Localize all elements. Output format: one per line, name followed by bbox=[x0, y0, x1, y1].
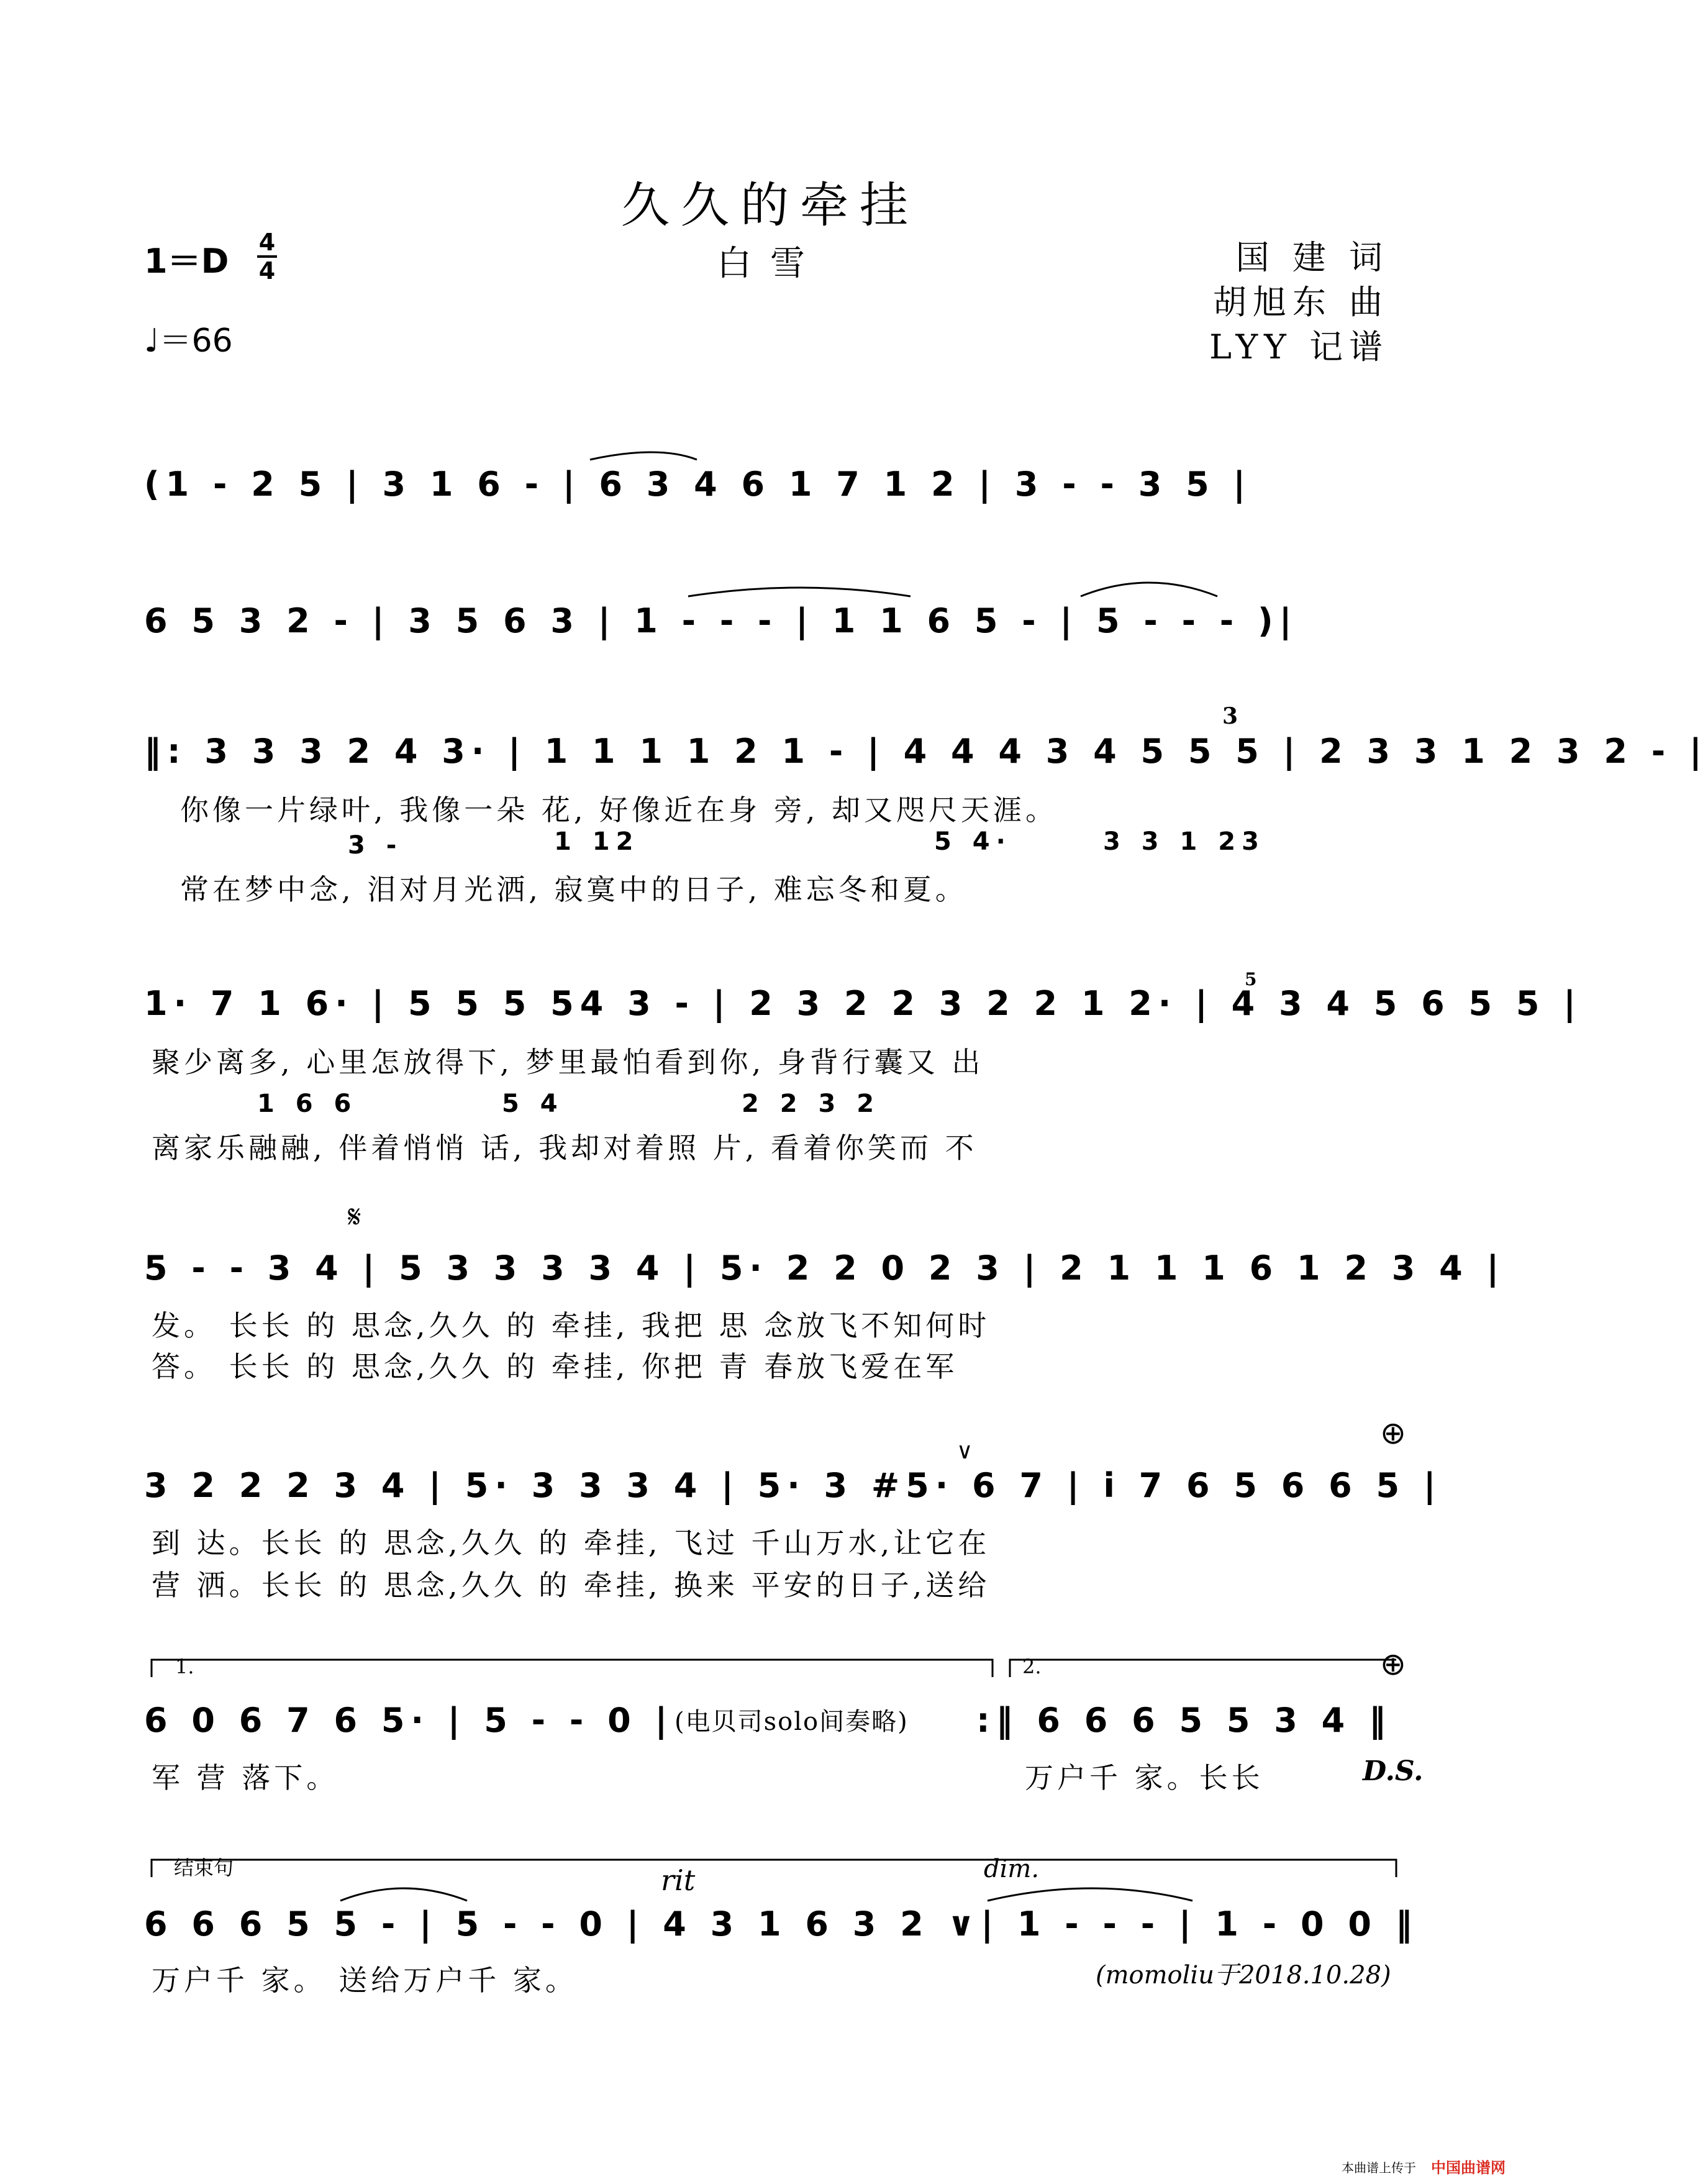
ritardando: rit bbox=[661, 1863, 696, 1897]
composer-credit: 胡旭东 曲 bbox=[1212, 283, 1389, 322]
slur bbox=[340, 1888, 467, 1901]
lyric-line-4-verse-1: 聚少离多, 心里怎放得下, 梦里最怕看到你, 身背行囊又 出 bbox=[152, 1045, 984, 1079]
tempo-marking: ♩＝66 bbox=[144, 322, 233, 360]
lyric-line-3-verse-2: 常在梦中念, 泪对月光洒, 寂寞中的日子, 难忘冬和夏。 bbox=[180, 873, 968, 906]
alt-notes-4c: 2 2 3 2 bbox=[742, 1090, 881, 1118]
interlude-note: (电贝司solo间奏略) bbox=[675, 1708, 909, 1736]
lyric-line-6-verse-2: 营 洒。长长 的 思念,久久 的 牵挂, 换来 平安的日子,送给 bbox=[152, 1568, 991, 1602]
upload-note: 本曲谱上传于 bbox=[1342, 2160, 1416, 2175]
lyric-line-5-verse-1: 发。 长长 的 思念,久久 的 牵挂, 我把 思 念放飞不知何时 bbox=[152, 1309, 991, 1342]
alt-notes-3a: 3 - bbox=[348, 831, 403, 860]
notes-line-1: (1 - 2 5 | 3 1 6 - | 6 3 4 6 1 7 1 2 | 3 - - 3 5 | bbox=[144, 465, 1252, 504]
triplet-mark: 3 bbox=[1222, 703, 1238, 729]
notes-line-2: 6 5 3 2 - | 3 5 6 3 | 1 - - - | 1 1 6 5 - | 5 - - - )| bbox=[144, 601, 1298, 640]
notes-line-7b: :‖ 6 6 6 5 5 3 4 ‖ bbox=[976, 1701, 1392, 1740]
meter-bottom: 4 bbox=[258, 257, 276, 284]
ending-bracket bbox=[152, 1860, 1396, 1877]
volta-2-bracket bbox=[1010, 1660, 1396, 1677]
slur bbox=[688, 588, 911, 596]
site-logo: 中国曲谱网 bbox=[1431, 2159, 1506, 2177]
notes-line-6: 3 2 2 2 3 4 | 5· 3 3 3 4 | 5· 3 #5· 6 7 | i 7 6 5 6 6 5 | bbox=[144, 1466, 1442, 1505]
lyric-line-6-verse-1: 到 达。长长 的 思念,久久 的 牵挂, 飞过 千山万水,让它在 bbox=[152, 1526, 991, 1560]
lyric-line-3-verse-1: 你像一片绿叶, 我像一朵 花, 好像近在身 旁, 却又咫尺天涯。 bbox=[180, 793, 1058, 827]
dal-segno: D.S. bbox=[1363, 1755, 1424, 1787]
slur bbox=[988, 1888, 1192, 1901]
alt-notes-3d: 3 3 1 23 bbox=[1103, 827, 1265, 856]
slur bbox=[590, 452, 697, 460]
lyric-line-8: 万户千 家。 送给万户千 家。 bbox=[152, 1963, 578, 1997]
notes-line-5: 5 - - 3 4 | 5 3 3 3 3 4 | 5· 2 2 0 2 3 | 2 1 1 1 6 1 2 3 4 | bbox=[144, 1249, 1506, 1288]
meter-top: 4 bbox=[258, 229, 276, 256]
alt-notes-3b: 1 12 bbox=[554, 827, 640, 856]
lyric-line-7b: 万户千 家。长长 bbox=[1025, 1761, 1264, 1795]
breath-mark: ∨ bbox=[956, 1439, 973, 1464]
coda-sign-2: ⊕ bbox=[1380, 1646, 1406, 1682]
lyric-line-4-verse-2: 离家乐融融, 伴着悄悄 话, 我却对着照 片, 看着你笑而 不 bbox=[152, 1131, 978, 1165]
slur bbox=[1081, 583, 1217, 596]
alt-notes-3c: 5 4· bbox=[934, 827, 1012, 856]
performer: 白雪 bbox=[717, 243, 824, 284]
notes-line-7a: 6 0 6 7 6 5· | 5 - - 0 | bbox=[144, 1701, 674, 1740]
diminuendo: dim. bbox=[984, 1855, 1040, 1883]
notes-line-8: 6 6 6 5 5 - | 5 - - 0 | 4 3 1 6 3 2 ∨| 1 - - - | 1 - 0 0 ‖ bbox=[144, 1904, 1419, 1944]
segno-sign: 𝄋 bbox=[348, 1199, 361, 1235]
coda-sign: ⊕ bbox=[1380, 1415, 1406, 1451]
lyricist-credit: 国 建 词 bbox=[1235, 238, 1389, 277]
transcriber-signature: (momoliu于2018.10.28) bbox=[1096, 1961, 1391, 1990]
song-title: 久久的牵挂 bbox=[620, 178, 919, 234]
volta-2-label: 2. bbox=[1022, 1655, 1042, 1678]
volta-1-bracket bbox=[152, 1660, 993, 1677]
volta-1-label: 1. bbox=[175, 1655, 194, 1678]
alt-notes-4b: 5 4 bbox=[502, 1090, 564, 1118]
transcriber-credit: LYY 记谱 bbox=[1209, 327, 1389, 366]
notes-line-4: 1· 7 1 6· | 5 5 5 54 3 - | 2 3 2 2 3 2 2 1 2· | 4 3 4 5 6 5 5 | bbox=[144, 984, 1582, 1023]
notes-line-3: ‖: 3 3 3 2 4 3· | 1 1 1 1 2 1 - | 4 4 4 3 4 5 5 5 | 2 3 3 1 2 3 2 - | bbox=[144, 732, 1708, 771]
alt-notes-4a: 1 6 6 bbox=[257, 1090, 358, 1118]
key-signature: 1＝D bbox=[144, 242, 229, 281]
ending-label: 结束句 bbox=[174, 1856, 234, 1880]
grace-note: 5 bbox=[1245, 969, 1257, 989]
lyric-line-5-verse-2: 答。 长长 的 思念,久久 的 牵挂, 你把 青 春放飞爱在军 bbox=[152, 1350, 958, 1383]
lyric-line-7a: 军 营 落下。 bbox=[152, 1761, 339, 1795]
